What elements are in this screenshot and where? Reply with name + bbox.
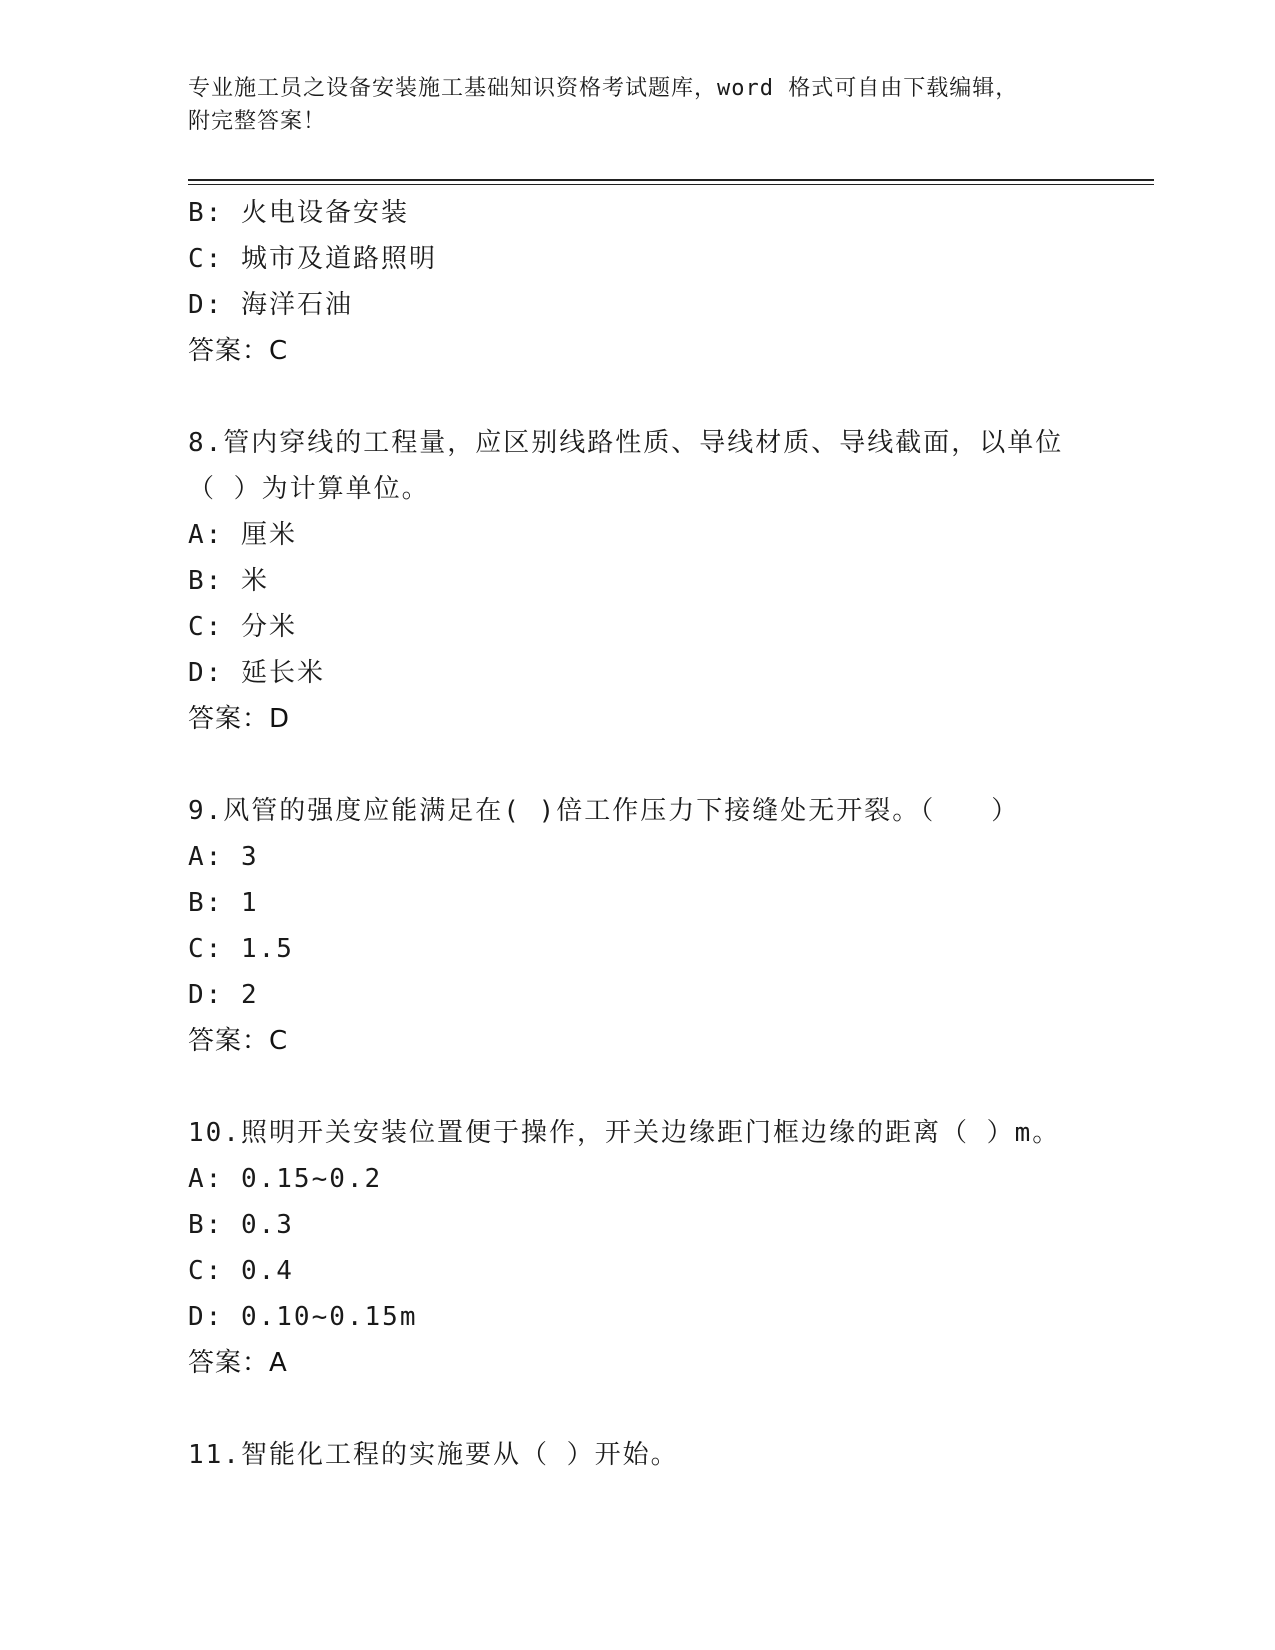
option-a: A: 厘米: [188, 520, 297, 550]
spacer: [188, 742, 1088, 788]
question-block-11: [188, 1432, 1088, 1478]
header-divider-top: [188, 179, 1154, 181]
option-d: D: 海洋石油: [188, 290, 353, 320]
header-line-1: 专业施工员之设备安装施工基础知识资格考试题库，word 格式可自由下载编辑，: [188, 76, 1019, 101]
option-b: B: 火电设备安装: [188, 198, 409, 228]
answer-label: 答案：C: [188, 1026, 289, 1056]
spacer: [188, 1386, 1088, 1432]
option-d: D: 延长米: [188, 658, 325, 688]
option-b: B: 0.3: [188, 1210, 294, 1240]
question-block-prev: [188, 190, 1088, 374]
spacer: [188, 374, 1088, 420]
header-line-2: 附完整答案！: [188, 109, 327, 134]
header-divider-bottom: [188, 184, 1154, 185]
option-d: D: 2: [188, 980, 259, 1010]
document-header: [188, 72, 1088, 138]
option-c: C: 城市及道路照明: [188, 244, 437, 274]
question-stem: 11.智能化工程的实施要从（ ）开始。: [188, 1440, 679, 1470]
option-c: C: 分米: [188, 612, 297, 642]
question-stem: 10.照明开关安装位置便于操作，开关边缘距门框边缘的距离（ ）m。: [188, 1118, 1061, 1148]
question-list: [188, 190, 1088, 1478]
question-stem: 8.管内穿线的工程量，应区别线路性质、导线材质、导线截面，以单位（ ）为计算单位。: [188, 428, 1064, 504]
option-c: C: 0.4: [188, 1256, 294, 1286]
question-block-9: [188, 788, 1088, 1064]
option-b: B: 1: [188, 888, 259, 918]
option-a: A: 3: [188, 842, 259, 872]
answer-label: 答案：C: [188, 336, 289, 366]
spacer: [188, 1064, 1088, 1110]
option-d: D: 0.10~0.15m: [188, 1302, 418, 1332]
option-a: A: 0.15~0.2: [188, 1164, 383, 1194]
question-block-8: [188, 420, 1088, 742]
option-c: C: 1.5: [188, 934, 294, 964]
question-stem: 9.风管的强度应能满足在( )倍工作压力下接缝处无开裂。（ ）: [188, 796, 1020, 826]
question-block-10: [188, 1110, 1088, 1386]
option-b: B: 米: [188, 566, 269, 596]
answer-label: 答案：D: [188, 704, 291, 734]
answer-label: 答案：A: [188, 1348, 288, 1378]
